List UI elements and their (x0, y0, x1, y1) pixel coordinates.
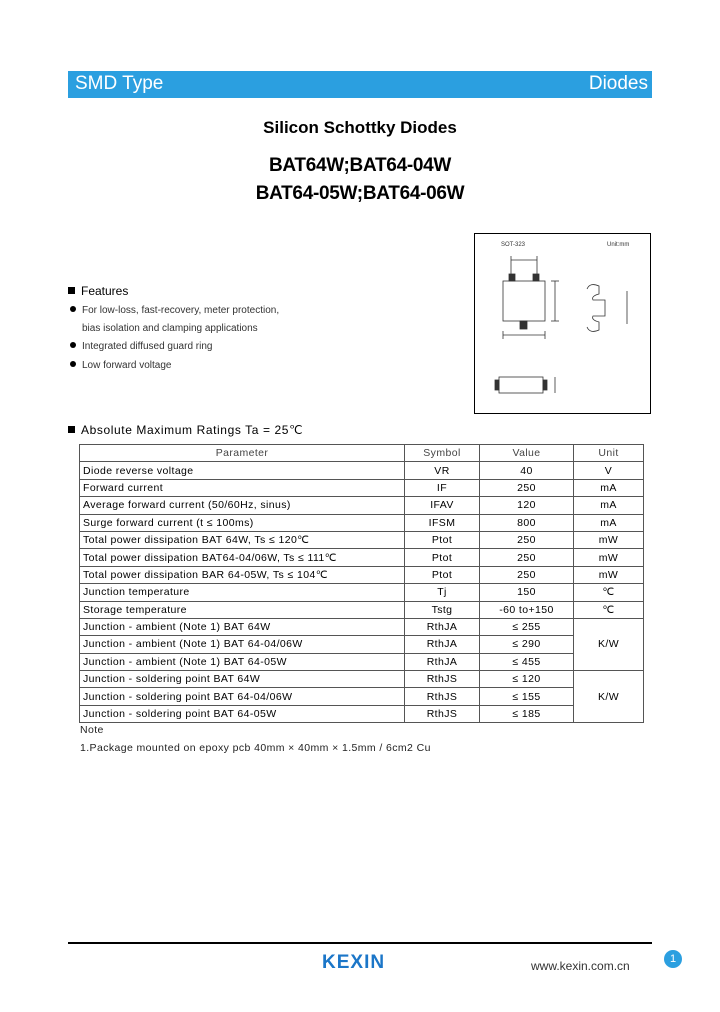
unit-cell: ℃ (574, 601, 644, 618)
feature-item-continued (82, 323, 258, 334)
symbol-cell: RthJA (405, 618, 480, 635)
unit-cell: mA (574, 479, 644, 496)
symbol-cell: Ptot (405, 531, 480, 548)
table-row (80, 618, 644, 635)
value-cell: 150 (480, 584, 574, 601)
unit-cell: ℃ (574, 584, 644, 601)
value-cell: 250 (480, 479, 574, 496)
square-bullet-icon (68, 426, 75, 433)
parameter-cell: Junction - soldering point BAT 64-05W (80, 705, 405, 722)
table-row (80, 566, 644, 583)
table-row (80, 636, 644, 653)
table-header-row (80, 445, 644, 462)
symbol-cell: IFSM (405, 514, 480, 531)
table-row (80, 653, 644, 670)
part-numbers-line-2: BAT64-05W;BAT64-06W (255, 183, 465, 204)
ratings-heading (68, 423, 303, 437)
table-row (80, 497, 644, 514)
round-bullet-icon (70, 306, 76, 312)
value-cell: ≤ 290 (480, 636, 574, 653)
header-category: SMD Type (75, 73, 164, 94)
document-title: Silicon Schottky Diodes (263, 118, 457, 137)
features-heading-text: Features (81, 284, 129, 298)
column-header-unit: Unit (574, 445, 644, 462)
part-numbers-line-1: BAT64W;BAT64-04W (268, 155, 452, 176)
unit-label: Unit:mm (607, 242, 630, 248)
symbol-cell: RthJA (405, 636, 480, 653)
header-banner (68, 71, 652, 98)
symbol-cell: RthJS (405, 671, 480, 688)
table-row (80, 601, 644, 618)
column-header-symbol: Symbol (405, 445, 480, 462)
parameter-cell: Junction temperature (80, 584, 405, 601)
symbol-cell: Ptot (405, 566, 480, 583)
table-row (80, 531, 644, 548)
unit-cell: mA (574, 497, 644, 514)
table-row (80, 671, 644, 688)
parameter-cell: Total power dissipation BAT64-04/06W, Ts ≤ 111℃ (80, 549, 405, 566)
value-cell: 250 (480, 566, 574, 583)
table-row (80, 479, 644, 496)
unit-cell: mA (574, 514, 644, 531)
footer-divider (68, 942, 652, 944)
sot323-outline-drawing (475, 234, 650, 413)
parameter-cell: Storage temperature (80, 601, 405, 618)
symbol-cell: RthJS (405, 688, 480, 705)
kexin-logo: KEXIN (322, 952, 386, 973)
feature-text: Integrated diffused guard ring (82, 341, 213, 352)
table-row (80, 514, 644, 531)
symbol-cell: IF (405, 479, 480, 496)
parameter-cell: Junction - ambient (Note 1) BAT 64-05W (80, 653, 405, 670)
parameter-cell: Forward current (80, 479, 405, 496)
unit-cell: V (574, 462, 644, 479)
unit-cell: mW (574, 531, 644, 548)
symbol-cell: RthJS (405, 705, 480, 722)
symbol-cell: Ptot (405, 549, 480, 566)
feature-item (70, 305, 279, 316)
parameter-cell: Surge forward current (t ≤ 100ms) (80, 514, 405, 531)
feature-item (70, 360, 172, 371)
ratings-heading-text: Absolute Maximum Ratings Ta = 25℃ (81, 423, 304, 437)
header-type: Diodes (588, 73, 648, 94)
symbol-cell: VR (405, 462, 480, 479)
value-cell: 120 (480, 497, 574, 514)
note-title: Note (80, 724, 104, 736)
value-cell: 800 (480, 514, 574, 531)
feature-text: Low forward voltage (82, 360, 172, 371)
value-cell: 250 (480, 531, 574, 548)
square-bullet-icon (68, 287, 75, 294)
value-cell: ≤ 120 (480, 671, 574, 688)
feature-text: For low-loss, fast-recovery, meter protection, (82, 305, 280, 316)
features-heading (68, 284, 128, 298)
value-cell: 40 (480, 462, 574, 479)
parameter-cell: Diode reverse voltage (80, 462, 405, 479)
parameter-cell: Junction - ambient (Note 1) BAT 64-04/06W (80, 636, 405, 653)
page-number-badge: 1 (664, 950, 682, 968)
feature-text: bias isolation and clamping applications (82, 323, 258, 334)
value-cell: ≤ 185 (480, 705, 574, 722)
parameter-cell: Total power dissipation BAT 64W, Ts ≤ 120℃ (80, 531, 405, 548)
symbol-cell: Tj (405, 584, 480, 601)
value-cell: ≤ 455 (480, 653, 574, 670)
parameter-cell: Junction - ambient (Note 1) BAT 64W (80, 618, 405, 635)
value-cell: ≤ 255 (480, 618, 574, 635)
column-header-parameter: Parameter (80, 445, 405, 462)
unit-cell: mW (574, 549, 644, 566)
value-cell: ≤ 155 (480, 688, 574, 705)
parameter-cell: Junction - soldering point BAT 64W (80, 671, 405, 688)
table-row (80, 549, 644, 566)
parameter-cell: Junction - soldering point BAT 64-04/06W (80, 688, 405, 705)
package-name: SOT-323 (501, 242, 526, 248)
symbol-cell: IFAV (405, 497, 480, 514)
column-header-value: Value (480, 445, 574, 462)
unit-cell-grouped: K/W (574, 618, 644, 670)
table-row (80, 584, 644, 601)
value-cell: -60 to+150 (480, 601, 574, 618)
website-url[interactable]: www.kexin.com.cn (531, 959, 630, 973)
feature-item (70, 341, 212, 352)
absolute-maximum-ratings-table (79, 444, 644, 723)
table-row (80, 688, 644, 705)
value-cell: 250 (480, 549, 574, 566)
round-bullet-icon (70, 361, 76, 367)
unit-cell: mW (574, 566, 644, 583)
parameter-cell: Total power dissipation BAR 64-05W, Ts ≤ 104℃ (80, 566, 405, 583)
table-row (80, 705, 644, 722)
symbol-cell: Tstg (405, 601, 480, 618)
round-bullet-icon (70, 342, 76, 348)
package-drawing (474, 233, 651, 414)
table-row (80, 462, 644, 479)
parameter-cell: Average forward current (50/60Hz, sinus) (80, 497, 405, 514)
note-text: 1.Package mounted on epoxy pcb 40mm × 40mm × 1.5mm / 6cm2 Cu (80, 742, 431, 754)
unit-cell-grouped: K/W (574, 671, 644, 723)
symbol-cell: RthJA (405, 653, 480, 670)
